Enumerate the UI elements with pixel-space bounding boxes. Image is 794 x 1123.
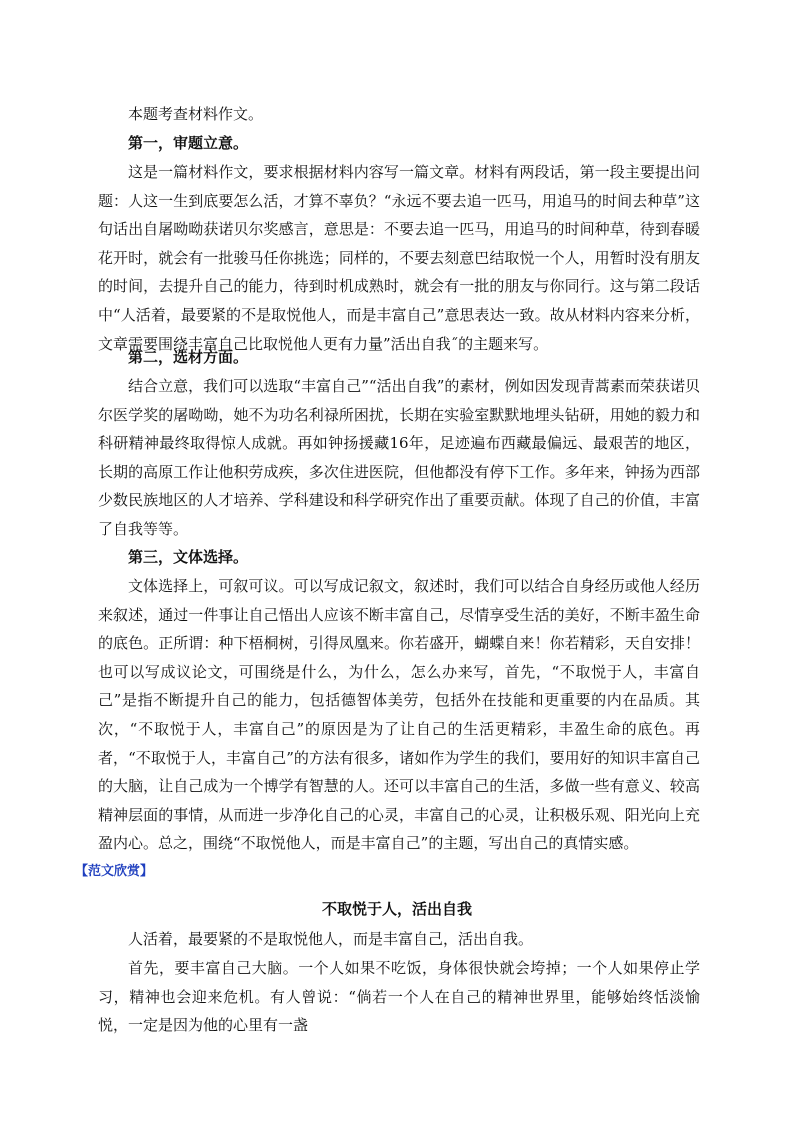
essay-paragraph-2: 首先，要丰富自己大脑。一个人如果不吃饭，身体很快就会垮掉；一个人如果停止学习，精神也会迎来危机。有人曾说：“倘若一个人在自己的精神世界里，能够始终恬淡愉悦，一定是因为他的心里有一盏 <box>98 959 700 1035</box>
section-body-3: 文体选择上，可叙可议。可以写成记叙文，叙述时，我们可以结合自身经历或他人经历来叙述，通过一件事让自己悟出人应该不断丰富自己，尽情享受生活的美好，不断丰盈生命的底色。正所谓：种下梧桐树，引得凤凰来。你若盛开，蝴蝶自来！你若精彩，天自安排！也可以写成议论文，可围绕是什么，为什么，怎么办来写，首先，“不取悦于人，丰富自己”是指不断提升自己的能力，包括德智体美劳，包括外在技能和更重要的内在品质。其次，“不取悦于人，丰富自己”的原因是为了让自己的生活更精彩，丰盈生命的底色。再者，“不取悦于人，丰富自己”的方法有很多，诸如作为学生的我们，要用好的知识丰富自己的大脑，让自己成为一个博学有智慧的人。还可以丰富自己的生活，多做一些有意义、较高精神层面的事情，从而进一步净化自己的心灵，丰富自己的心灵，让积极乐观、阳光向上充盈内心。总之，围绕“不取悦他人，而是丰富自己”的主题，写出自己的真情实感。 <box>98 577 700 853</box>
section-heading-3: 第三，文体选择。 <box>128 548 249 566</box>
section-heading-1: 第一，审题立意。 <box>128 134 249 152</box>
section-body-1: 这是一篇材料作文，要求根据材料内容写一篇文章。材料有两段话，第一段主要提出问题：人这一生到底要怎么活，才算不辜负？“永远不要去追一匹马，用追马的时间去种草”这句话出自屠呦呦获诺贝尔奖感言，意思是：不要去追一匹马，用追马的时间种草，待到春暖花开时，就会有一批骏马任你挑选；同样的，不要去刻意巴结取悦一个人，用暂时没有朋友的时间，去提升自己的能力，待到时机成熟时，就会有一批的朋友与你同行。这与第二段话中“人活着，最要紧的不是取悦他人，而是丰富自己”意思表达一致。故从材料内容来分析，文章需要围绕丰富自己比取悦他人更有力量”活出自我˝的主题来写。 <box>98 163 700 353</box>
section-heading-2: 第二，选材方面。 <box>128 348 249 366</box>
essay-paragraph-1: 人活着，最要紧的不是取悦他人，而是丰富自己，活出自我。 <box>128 930 534 948</box>
intro-paragraph: 本题考查材料作文。 <box>128 105 264 123</box>
example-label: 【范文欣赏】 <box>75 864 154 879</box>
section-body-2: 结合立意，我们可以选取“丰富自己”“活出自我”的素材，例如因发现青蒿素而荣获诺贝尔医学奖的屠呦呦，她不为功名利禄所困扰，长期在实验室默默地埋头钻研，用她的毅力和科研精神最终取得惊人成就。再如钟扬援藏16年，足迹遍布西藏最偏远、最艰苦的地区，长期的高原工作让他积劳成疾，多次住进医院，但他都没有停下工作。多年来，钟扬为西部少数民族地区的人才培养、学科建设和科学研究作出了重要贡献。体现了自己的价值，丰富了自我等等。 <box>98 377 700 538</box>
essay-title: 不取悦于人，活出自我 <box>321 900 472 918</box>
